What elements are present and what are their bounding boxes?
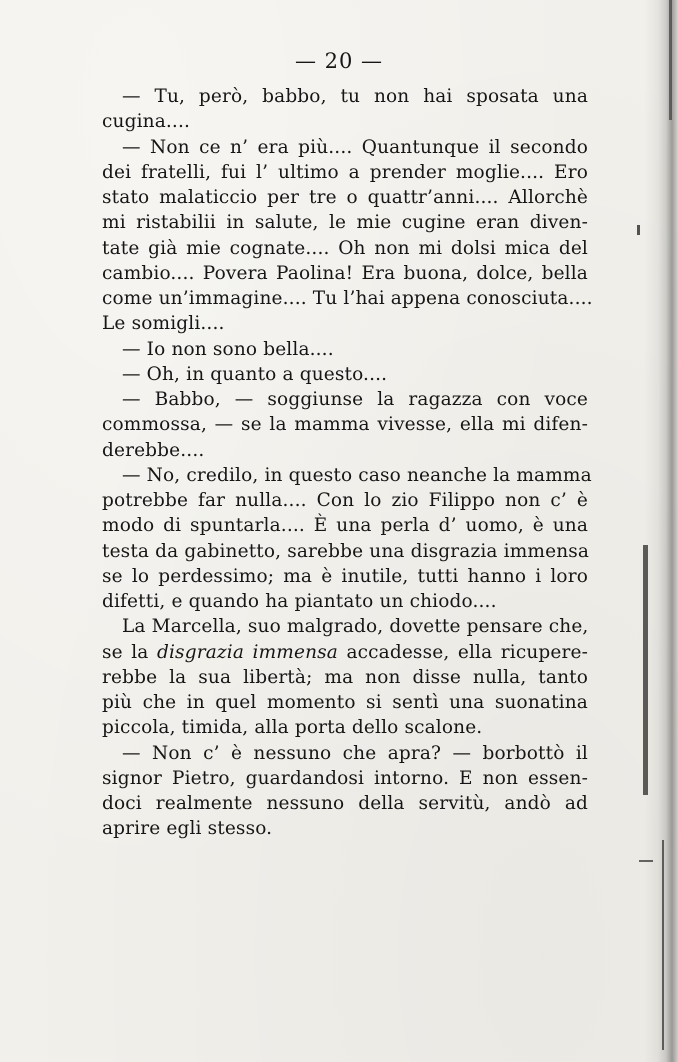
text-line: mi ristabilii in salute, le mie cugine eran diven- xyxy=(102,212,588,234)
scan-edge-mark xyxy=(643,545,648,795)
text-line: modo di spuntarla.... È una perla d’ uomo, è una xyxy=(102,515,588,537)
body-text xyxy=(102,84,593,842)
text-line: — Oh, in quanto a questo.... xyxy=(122,363,388,385)
text-line: Le somigli.... xyxy=(102,313,225,335)
text-line: tate già mie cognate.... Oh non mi dolsi mica del xyxy=(102,237,588,259)
text-line: signor Pietro, guardandosi intorno. E non essen- xyxy=(102,767,588,789)
page-binding-shadow xyxy=(644,0,678,1062)
text-line: potrebbe far nulla.... Con lo zio Filippo non c’ è xyxy=(102,490,588,511)
text-line: La Marcella, suo malgrado, dovette pensare che, xyxy=(122,616,589,638)
text-line: — Io non sono bella.... xyxy=(122,338,334,360)
text-line: doci realmente nessuno della servitù, andò ad xyxy=(102,793,588,814)
text-line: cambio.... Povera Paolina! Era buona, dolce, bella xyxy=(102,262,588,284)
text-line: stato malaticcio per tre o quattr’anni.... Allorchè xyxy=(102,187,588,208)
scan-edge-mark xyxy=(637,225,640,235)
text-line: — No, credilo, in questo caso neanche la mamma xyxy=(122,464,592,486)
scan-edge-mark xyxy=(639,860,653,862)
italic-phrase: disgrazia immensa xyxy=(157,641,338,663)
text-line: — Non c’ è nessuno che apra? — borbottò il xyxy=(122,742,588,764)
text-line: — Babbo, — soggiunse la ragazza con voce xyxy=(122,389,588,410)
text-line: più che in quel momento si sentì una suonatina xyxy=(102,692,588,713)
text-line: derebbe.... xyxy=(102,439,205,461)
scan-edge-mark xyxy=(662,840,664,1050)
text-line: rebbe la sua libertà; ma non disse nulla, tanto xyxy=(102,666,588,688)
text-line: commossa, — se la mamma vivesse, ella mi difen- xyxy=(102,414,588,436)
text-line: — Non ce n’ era più.... Quantunque il secondo xyxy=(122,136,588,158)
text-line: testa da gabinetto, sarebbe una disgrazia immensa xyxy=(102,540,590,562)
text-line: dei fratelli, fui l’ ultimo a prender moglie.... Ero xyxy=(102,161,588,183)
text-span: se la xyxy=(102,641,157,663)
text-span: accadesse, ella ricupere- xyxy=(337,641,588,663)
page-number: — 20 — xyxy=(294,49,384,73)
text-line: come un’immagine.... Tu l’hai appena conosciuta.... xyxy=(102,288,593,309)
text-line: piccola, timida, alla porta dello scalone. xyxy=(102,717,483,739)
text-line: se lo perdessimo; ma è inutile, tutti hanno i loro xyxy=(102,565,588,587)
text-line xyxy=(102,640,588,665)
text-line: difetti, e quando ha piantato un chiodo.... xyxy=(102,591,497,612)
text-line: — Tu, però, babbo, tu non hai sposata una xyxy=(122,86,588,107)
text-line: aprire egli stesso. xyxy=(102,818,273,840)
text-line: cugina.... xyxy=(102,111,191,133)
